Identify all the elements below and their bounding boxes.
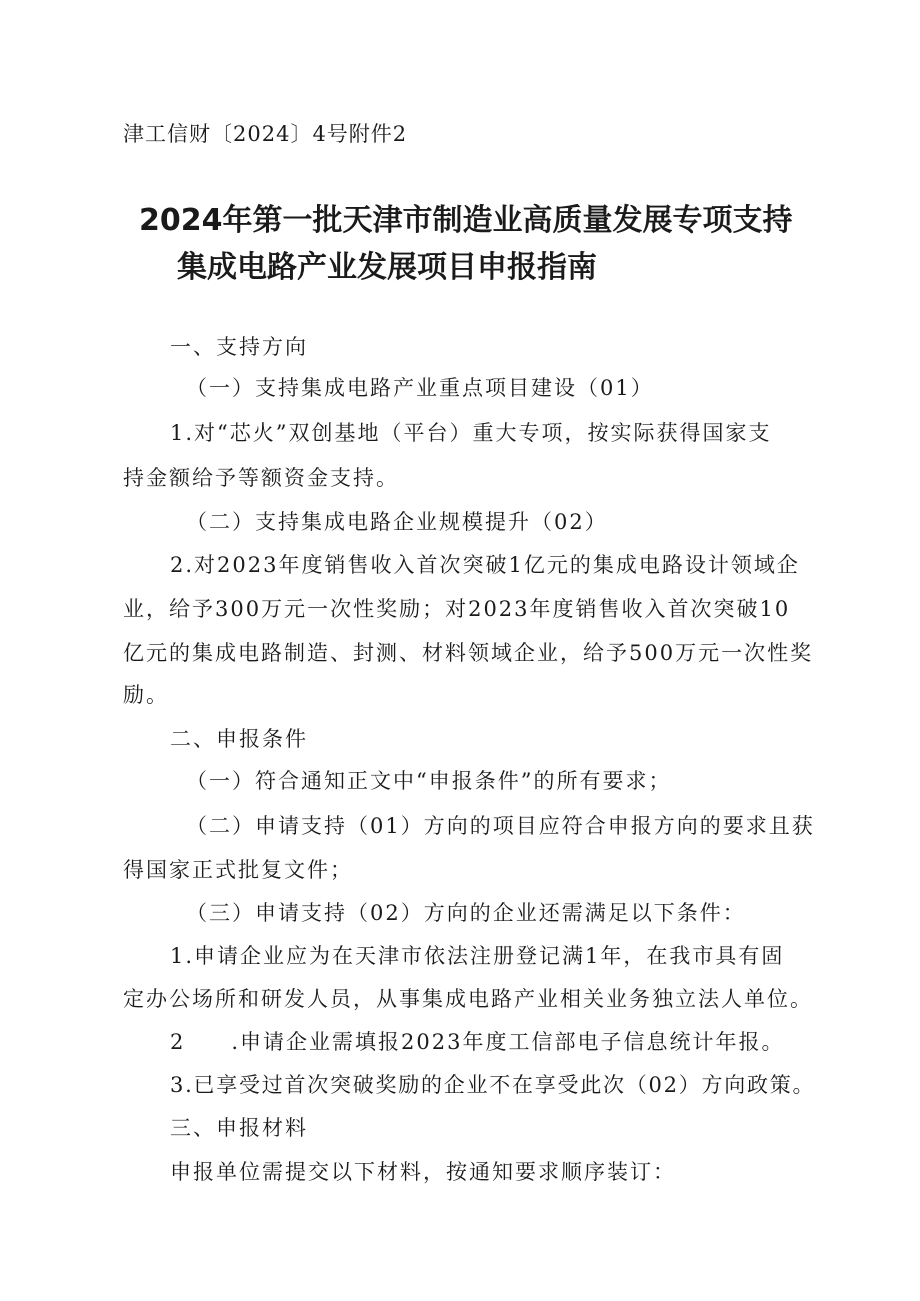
paragraph-line: 1.申请企业应为在天津市依法注册登记满1年，在我市具有固 bbox=[170, 944, 785, 968]
paragraph-line: 亿元的集成电路制造、封测、材料领域企业，给予500万元一次性奖 bbox=[123, 641, 814, 665]
paragraph-line: 业，给予300万元一次性奖励；对2023年度销售收入首次突破10 bbox=[123, 597, 791, 621]
paragraph-line: 定办公场所和研发人员，从事集成电路产业相关业务独立法人单位。 bbox=[123, 987, 813, 1011]
section-heading-conditions: 二、申报条件 bbox=[170, 727, 308, 751]
subsection-02: （二）支持集成电路企业规模提升（02） bbox=[186, 510, 608, 534]
document-reference: 津工信财〔2024〕4号附件2 bbox=[123, 122, 408, 146]
subsection-01: （一）支持集成电路产业重点项目建设（01） bbox=[186, 376, 654, 400]
paragraph-line: （一）符合通知正文中“申报条件”的所有要求； bbox=[186, 769, 672, 793]
paragraph-line: （三）申请支持（02）方向的企业还需满足以下条件： bbox=[186, 901, 746, 925]
paragraph-line: 励。 bbox=[123, 683, 169, 707]
section-heading-materials: 三、申报材料 bbox=[170, 1116, 308, 1140]
paragraph-line: 2.对2023年度销售收入首次突破1亿元的集成电路设计领域企 bbox=[170, 553, 800, 577]
section-heading-support-direction: 一、支持方向 bbox=[170, 335, 308, 359]
document-title-line-1: 2024年第一批天津市制造业高质量发展专项支持 bbox=[139, 203, 793, 238]
paragraph-line: 得国家正式批复文件； bbox=[123, 858, 353, 882]
paragraph-line: 2 .申请企业需填报2023年度工信部电子信息统计年报。 bbox=[170, 1030, 785, 1054]
paragraph-line: （二）申请支持（01）方向的项目应符合申报方向的要求且获 bbox=[186, 814, 815, 838]
paragraph-line: 3.已享受过首次突破奖励的企业不在享受此次（02）方向政策。 bbox=[170, 1073, 816, 1097]
document-title-line-2: 集成电路产业发展项目申报指南 bbox=[177, 250, 597, 285]
paragraph-line: 持金额给予等额资金支持。 bbox=[123, 466, 399, 490]
paragraph-line: 1.对“芯火”双创基地（平台）重大专项，按实际获得国家支 bbox=[170, 421, 772, 445]
paragraph-line: 申报单位需提交以下材料，按通知要求顺序装订： bbox=[170, 1160, 676, 1184]
